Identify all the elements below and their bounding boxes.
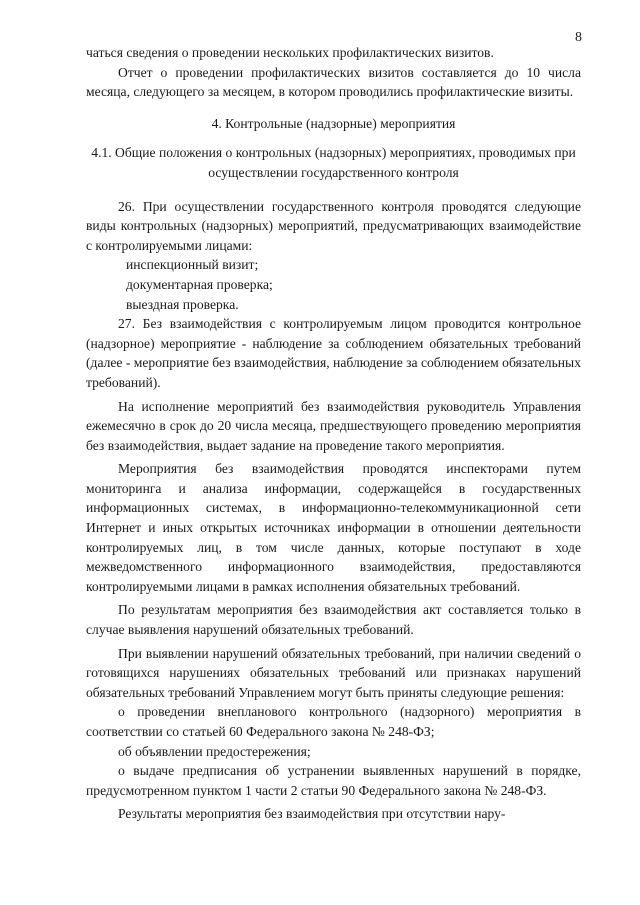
paragraph: чаться сведения о проведении нескольких профилактических визитов. <box>86 45 494 60</box>
paragraph: 26. При осуществлении государственного контроля проводятся следующие виды контрольных (надзорных) мероприятий, предусматривающих взаимодействие с контролируемыми лицами: <box>86 198 581 253</box>
paragraph: 27. Без взаимодействия с контролируемым лицом проводится контрольное (надзорное) мероприятие - наблюдение за соблюдением обязательных требований (далее - мероприятие без взаимодействия, наблюдение за соблюдением обязательных требований). <box>86 316 581 390</box>
list-item: о проведении внепланового контрольного (надзорного) мероприятия в соответствии со статьей 60 Федерального закона № 248-ФЗ; <box>86 704 581 739</box>
document-body <box>86 43 581 824</box>
list-item: о выдаче предписания об устранении выявленных нарушений в порядке, предусмотренном пунктом 1 части 2 статьи 90 Федерального закона № 248-ФЗ. <box>86 763 581 798</box>
list-item: выездная проверка. <box>126 296 239 312</box>
paragraph: При выявлении нарушений обязательных требований, при наличии сведений о готовящихся нарушениях обязательных требований или признаках нарушений обязательных требований Управлением могут быть приняты следующие решения: <box>86 645 581 700</box>
paragraph: На исполнение мероприятий без взаимодействия руководитель Управления ежемесячно в срок до 20 числа месяца, предшествующего проведению мероприятия без взаимодействия, выдает задание на проведение такого мероприятия. <box>86 398 581 453</box>
subsection-heading: 4.1. Общие положения о контрольных (надзорных) мероприятиях, проводимых при осуществлении государственного контроля <box>91 145 576 180</box>
paragraph: Отчет о проведении профилактических визитов составляется до 10 числа месяца, следующего за месяцем, в котором проводились профилактические визиты. <box>86 64 581 100</box>
paragraph: Результаты мероприятия без взаимодействия при отсутствии нару- <box>118 806 506 822</box>
list-item: инспекционный визит; <box>126 257 259 273</box>
paragraph: По результатам мероприятия без взаимодействия акт составляется только в случае выявления нарушений обязательных требований. <box>86 602 581 638</box>
list-item: документарная проверка; <box>126 276 273 292</box>
list-item: об объявлении предостережения; <box>118 743 311 759</box>
section-heading: 4. Контрольные (надзорные) мероприятия <box>211 115 456 131</box>
paragraph: Мероприятия без взаимодействия проводятся инспекторами путем мониторинга и анализа информации, содержащейся в государственных информационных системах, в информационно-телекоммуникационной сети Интернет и иных открытых источниках информации в отношении деятельности контролируемых лиц, в том числе данных, которые поступают в ходе межведомственного информационного взаимодействия, предоставляются контролируемыми лицами в рамках исполнения обязательных требований. <box>86 461 581 594</box>
page-number: 8 <box>575 30 582 45</box>
